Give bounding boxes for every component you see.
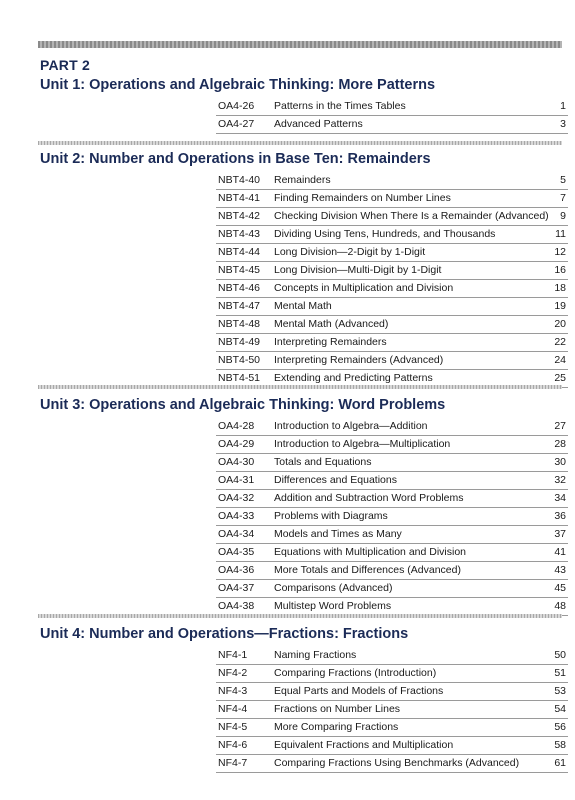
lesson-page: 9 (560, 210, 566, 222)
toc-row (216, 98, 568, 116)
lesson-code: OA4-36 (218, 564, 255, 576)
lesson-code: OA4-31 (218, 474, 255, 486)
lesson-page: 22 (554, 336, 566, 348)
lesson-page: 53 (554, 685, 566, 697)
toc-row (216, 226, 568, 244)
toc-row (216, 701, 568, 719)
lesson-page: 51 (554, 667, 566, 679)
lesson-page: 28 (554, 438, 566, 450)
lesson-title: Fractions on Number Lines (274, 703, 401, 715)
lesson-code: NF4-7 (218, 757, 248, 769)
lesson-title: Problems with Diagrams (274, 510, 388, 522)
lesson-title: Multistep Word Problems (274, 600, 392, 612)
lesson-title: Equal Parts and Models of Fractions (274, 685, 444, 697)
lesson-code: OA4-38 (218, 600, 255, 612)
lesson-code: OA4-27 (218, 118, 255, 130)
lesson-title: Advanced Patterns (274, 118, 363, 130)
toc-row (216, 737, 568, 755)
unit-1-title: Unit 1: Operations and Algebraic Thinking: More Patterns (40, 77, 436, 93)
lesson-code: NBT4-50 (218, 354, 261, 366)
lesson-code: NBT4-51 (218, 372, 261, 384)
lesson-page: 48 (554, 600, 566, 612)
lesson-page: 7 (560, 192, 566, 204)
toc-row (216, 116, 568, 134)
lesson-page: 25 (554, 372, 566, 384)
toc-row (216, 418, 568, 436)
lesson-code: NF4-6 (218, 739, 248, 751)
lesson-code: NBT4-44 (218, 246, 261, 258)
unit-3-title: Unit 3: Operations and Algebraic Thinking: Word Problems (40, 397, 446, 413)
lesson-page: 11 (555, 228, 566, 240)
lesson-title: Introduction to Algebra—Addition (274, 420, 428, 432)
lesson-title: Interpreting Remainders (Advanced) (274, 354, 444, 366)
lesson-code: NF4-2 (218, 667, 248, 679)
lesson-code: OA4-30 (218, 456, 255, 468)
lesson-title: Dividing Using Tens, Hundreds, and Thousands (274, 228, 496, 240)
lesson-page: 20 (554, 318, 566, 330)
toc-row (216, 352, 568, 370)
lesson-page: 30 (554, 456, 566, 468)
lesson-title: Comparisons (Advanced) (274, 582, 393, 594)
unit-2-title: Unit 2: Number and Operations in Base Ten: Remainders (40, 151, 431, 167)
toc-row (216, 472, 568, 490)
lesson-page: 1 (560, 100, 566, 112)
lesson-title: Comparing Fractions Using Benchmarks (Advanced) (274, 757, 520, 769)
lesson-code: NF4-4 (218, 703, 248, 715)
toc-row (216, 172, 568, 190)
lesson-title: Mental Math (274, 300, 332, 312)
lesson-title: Differences and Equations (274, 474, 397, 486)
lesson-page: 3 (560, 118, 566, 130)
lesson-code: OA4-29 (218, 438, 255, 450)
toc-row (216, 262, 568, 280)
unit-2-lesson-list (216, 172, 568, 388)
lesson-code: NF4-3 (218, 685, 248, 697)
toc-row (216, 436, 568, 454)
lesson-page: 54 (554, 703, 566, 715)
toc-row (216, 526, 568, 544)
toc-row (216, 490, 568, 508)
lesson-code: NBT4-49 (218, 336, 261, 348)
toc-row (216, 647, 568, 665)
lesson-code: OA4-35 (218, 546, 255, 558)
unit-3-lesson-list (216, 418, 568, 616)
lesson-title: Concepts in Multiplication and Division (274, 282, 454, 294)
lesson-title: Totals and Equations (274, 456, 372, 468)
lesson-title: Long Division—Multi-Digit by 1-Digit (274, 264, 442, 276)
lesson-page: 24 (554, 354, 566, 366)
lesson-page: 16 (554, 264, 566, 276)
lesson-code: NBT4-40 (218, 174, 261, 186)
lesson-code: OA4-32 (218, 492, 255, 504)
lesson-code: NF4-5 (218, 721, 248, 733)
lesson-title: Comparing Fractions (Introduction) (274, 667, 437, 679)
unit-4-title: Unit 4: Number and Operations—Fractions: Fractions (40, 626, 409, 642)
part-label: PART 2 (40, 57, 90, 73)
toc-row (216, 665, 568, 683)
lesson-code: OA4-34 (218, 528, 255, 540)
lesson-title: More Comparing Fractions (274, 721, 399, 733)
toc-row (216, 544, 568, 562)
toc-row (216, 454, 568, 472)
lesson-page: 58 (554, 739, 566, 751)
lesson-title: More Totals and Differences (Advanced) (274, 564, 461, 576)
lesson-page: 45 (554, 582, 566, 594)
toc-row (216, 719, 568, 737)
lesson-title: Models and Times as Many (274, 528, 402, 540)
lesson-page: 32 (554, 474, 566, 486)
lesson-title: Extending and Predicting Patterns (274, 372, 433, 384)
lesson-page: 18 (554, 282, 566, 294)
top-rule (38, 41, 562, 48)
lesson-code: NBT4-43 (218, 228, 261, 240)
lesson-code: NF4-1 (218, 649, 248, 661)
lesson-title: Equations with Multiplication and Division (274, 546, 467, 558)
lesson-code: NBT4-45 (218, 264, 261, 276)
lesson-code: OA4-37 (218, 582, 255, 594)
toc-row (216, 562, 568, 580)
toc-row (216, 508, 568, 526)
lesson-code: NBT4-42 (218, 210, 261, 222)
lesson-page: 19 (554, 300, 566, 312)
toc-row (216, 334, 568, 352)
toc-row (216, 755, 568, 773)
lesson-page: 43 (554, 564, 566, 576)
lesson-page: 41 (554, 546, 566, 558)
toc-row (216, 280, 568, 298)
lesson-page: 12 (554, 246, 566, 258)
section-divider (38, 141, 562, 145)
lesson-code: OA4-26 (218, 100, 255, 112)
lesson-title: Introduction to Algebra—Multiplication (274, 438, 451, 450)
lesson-code: NBT4-48 (218, 318, 261, 330)
lesson-page: 50 (554, 649, 566, 661)
lesson-title: Long Division—2-Digit by 1-Digit (274, 246, 426, 258)
toc-row (216, 580, 568, 598)
lesson-title: Remainders (274, 174, 331, 186)
toc-row (216, 316, 568, 334)
lesson-page: 36 (554, 510, 566, 522)
lesson-page: 56 (554, 721, 566, 733)
lesson-title: Interpreting Remainders (274, 336, 387, 348)
lesson-code: OA4-33 (218, 510, 255, 522)
toc-row (216, 190, 568, 208)
lesson-code: NBT4-41 (218, 192, 261, 204)
unit-4-lesson-list (216, 647, 568, 773)
lesson-title: Checking Division When There Is a Remainder (Advanced) (274, 210, 549, 222)
lesson-page: 27 (554, 420, 566, 432)
toc-row (216, 208, 568, 226)
lesson-title: Patterns in the Times Tables (274, 100, 406, 112)
unit-1-lesson-list (216, 98, 568, 134)
lesson-page: 5 (560, 174, 566, 186)
lesson-page: 61 (554, 757, 566, 769)
toc-row (216, 683, 568, 701)
lesson-title: Mental Math (Advanced) (274, 318, 389, 330)
lesson-page: 34 (554, 492, 566, 504)
section-divider (38, 385, 562, 389)
lesson-code: OA4-28 (218, 420, 255, 432)
lesson-title: Naming Fractions (274, 649, 357, 661)
lesson-page: 37 (554, 528, 566, 540)
lesson-title: Addition and Subtraction Word Problems (274, 492, 464, 504)
section-divider (38, 614, 562, 618)
lesson-code: NBT4-46 (218, 282, 261, 294)
lesson-code: NBT4-47 (218, 300, 261, 312)
toc-row (216, 244, 568, 262)
lesson-title: Equivalent Fractions and Multiplication (274, 739, 454, 751)
lesson-title: Finding Remainders on Number Lines (274, 192, 451, 204)
toc-row (216, 298, 568, 316)
